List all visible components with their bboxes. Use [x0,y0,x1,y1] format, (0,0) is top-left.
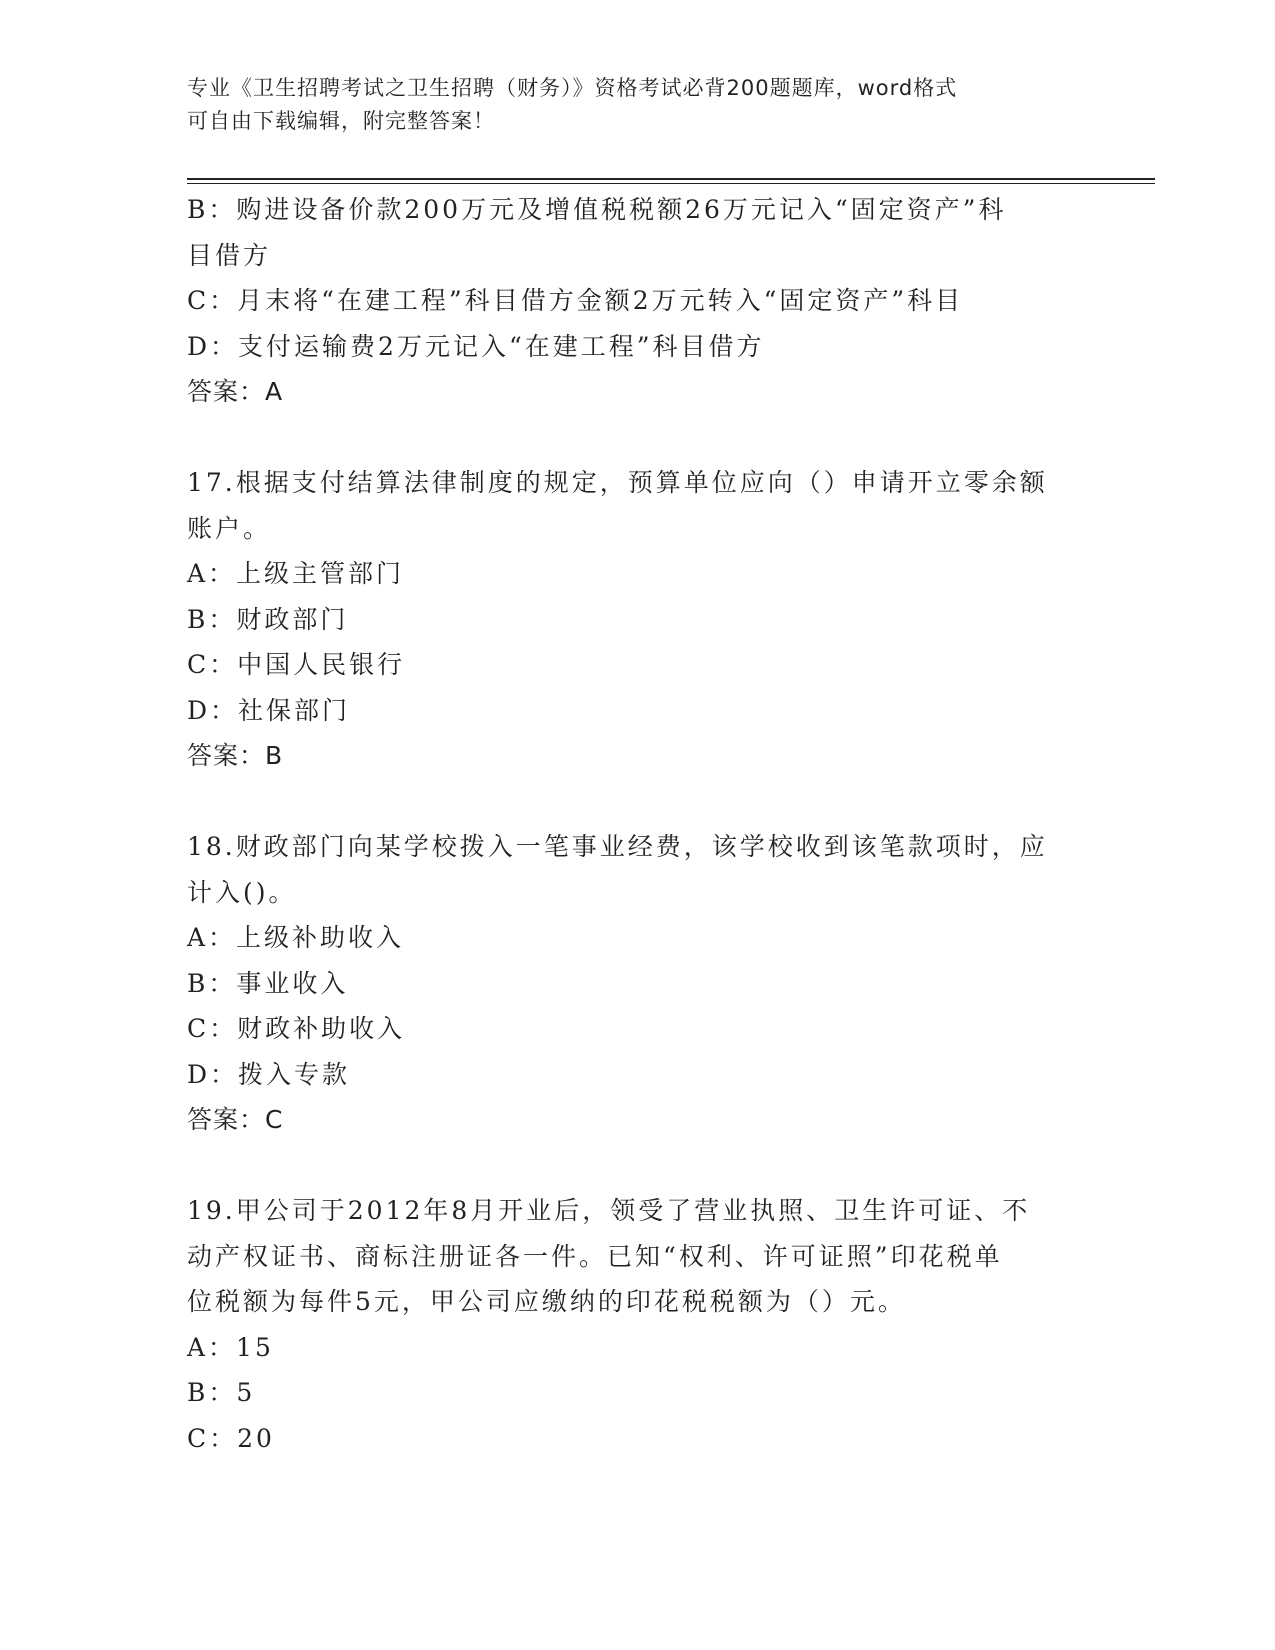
option-b: B：5 [187,1378,256,1407]
question-stem-continued: 计入()。 [187,877,297,907]
question-16-continued [187,187,1087,415]
option-b: B：事业收入 [187,968,349,998]
option-d: D：支付运输费2万元记入“在建工程”科目借方 [187,331,765,361]
option-b: B：购进设备价款200万元及增值税税额26万元记入“固定资产”科 [187,195,1007,224]
question-stem: 18.财政部门向某学校拨入一笔事业经费，该学校收到该笔款项时，应 [187,832,1048,861]
question-stem-continued: 动产权证书、商标注册证各一件。已知“权利、许可证照”印花税单 [187,1241,1003,1271]
question-stem: 19.甲公司于2012年8月开业后，领受了营业执照、卫生许可证、不 [187,1196,1031,1225]
question-17 [187,460,1087,779]
question-stem-continued: 账户。 [187,513,272,543]
document-body [187,187,1087,1461]
question-18 [187,824,1087,1143]
option-a: A：上级主管部门 [187,559,405,588]
header-divider-thin [187,183,1155,184]
option-d: D：拨入专款 [187,1059,351,1089]
answer: 答案：A [187,377,284,406]
header-line-1: 专业《卫生招聘考试之卫生招聘（财务）》资格考试必背200题题库，word格式 [187,76,958,100]
header-line-2: 可自由下载编辑，附完整答案！ [187,109,495,133]
option-b: B：财政部门 [187,604,349,634]
document-header [187,72,1087,138]
option-c: C：财政补助收入 [187,1014,406,1043]
option-c: C：20 [187,1423,275,1453]
header-divider-thick [187,178,1155,180]
spacer [187,779,1087,825]
option-b-continued: 目借方 [187,240,272,270]
option-c: C：中国人民银行 [187,650,406,679]
answer: 答案：B [187,741,284,770]
option-c: C：月末将“在建工程”科目借方金额2万元转入“固定资产”科目 [187,286,964,315]
answer: 答案：C [187,1105,284,1134]
option-a: A：上级补助收入 [187,923,405,952]
question-stem: 17.根据支付结算法律制度的规定，预算单位应向（）申请开立零余额 [187,468,1048,497]
option-d: D：社保部门 [187,695,351,725]
question-stem-continued: 位税额为每件5元，甲公司应缴纳的印花税税额为（）元。 [187,1287,906,1316]
option-a: A：15 [187,1332,274,1362]
spacer [187,1143,1087,1189]
spacer [187,415,1087,461]
question-19 [187,1188,1087,1461]
